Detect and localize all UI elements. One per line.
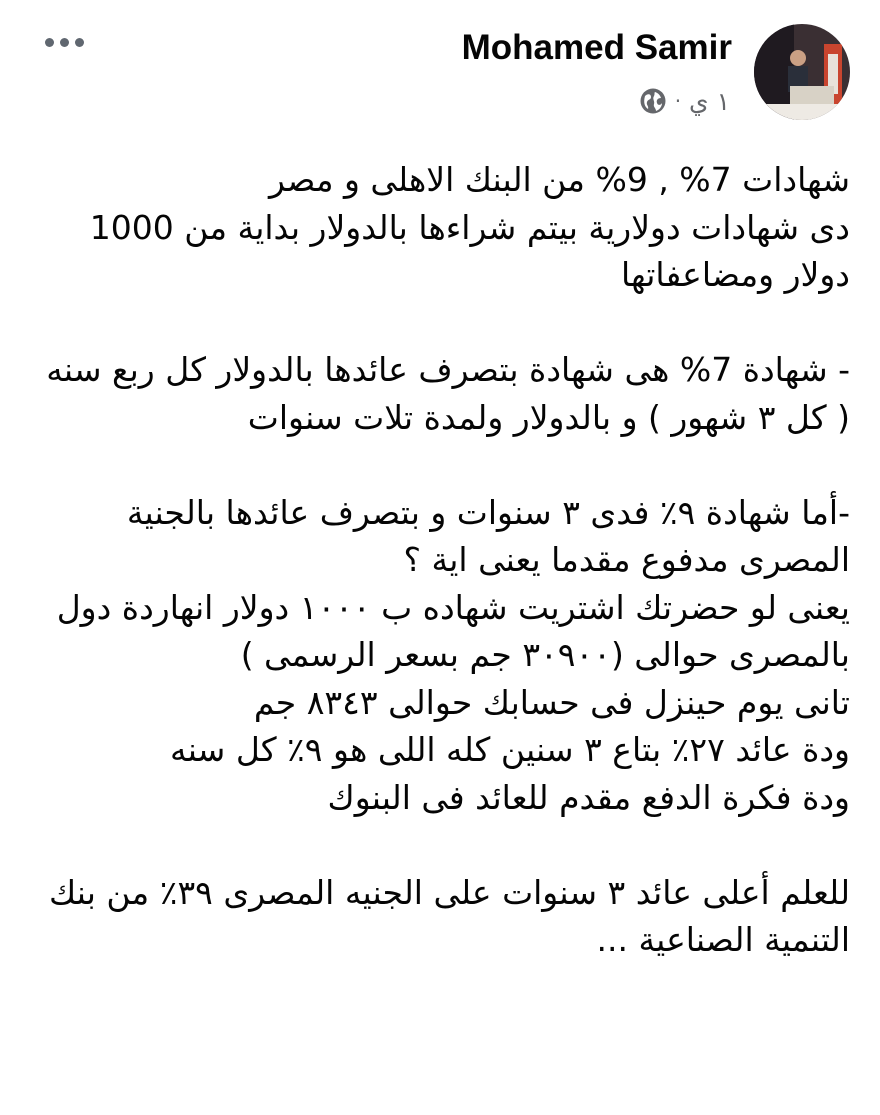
post-line: للعلم أعلى عائد ٣ سنوات على الجنيه المصرى ٣٩٪ من بنك xyxy=(48,872,850,912)
post-meta xyxy=(639,84,730,118)
post-line: شهادات 7% , 9% من البنك الاهلى و مصر xyxy=(269,160,850,199)
avatar-photo xyxy=(754,24,850,120)
post-line: دولار ومضاعفاتها xyxy=(620,255,850,294)
post-line: المصرى مدفوع مقدما يعنى اية ؟ xyxy=(403,540,850,579)
post-line: ودة فكرة الدفع مقدم للعائد فى البنوك xyxy=(327,777,850,817)
post-line: دى شهادات دولارية بيتم شراءها بالدولار بداية من 1000 xyxy=(89,207,850,247)
more-dot xyxy=(45,38,54,47)
more-options-button[interactable] xyxy=(38,24,90,60)
post-timestamp[interactable]: ١ ي xyxy=(689,86,730,116)
post-line xyxy=(30,441,850,489)
post-line xyxy=(30,299,850,347)
globe-icon[interactable] xyxy=(639,87,667,115)
post-line: بالمصرى حوالى (٣٠٩٠٠ جم بسعر الرسمى ) xyxy=(240,635,850,674)
post-body xyxy=(30,156,850,964)
more-dot xyxy=(60,38,69,47)
meta-separator: · xyxy=(674,89,682,113)
post-line: يعنى لو حضرتك اشتريت شهاده ب ١٠٠٠ دولار انهاردة دول xyxy=(56,587,850,627)
author-name[interactable]: Mohamed Samir xyxy=(461,28,732,67)
post-line xyxy=(30,821,850,869)
more-dot xyxy=(75,38,84,47)
post-line: التنمية الصناعية ... xyxy=(596,920,850,959)
post-line: - شهادة 7% هى شهادة بتصرف عائدها بالدولار كل ربع سنه xyxy=(46,350,850,389)
post-line: -أما شهادة ٩٪ فدى ٣ سنوات و بتصرف عائدها بالجنية xyxy=(126,492,850,532)
post-line: ( كل ٣ شهور ) و بالدولار ولمدة تلات سنوات xyxy=(247,397,850,437)
post-line: ودة عائد ٢٧٪ بتاع ٣ سنين كله اللى هو ٩٪ كل سنه xyxy=(170,730,850,769)
avatar[interactable] xyxy=(754,24,850,120)
post-line: تانى يوم حينزل فى حسابك حوالى ٨٣٤٣ جم xyxy=(253,682,850,722)
